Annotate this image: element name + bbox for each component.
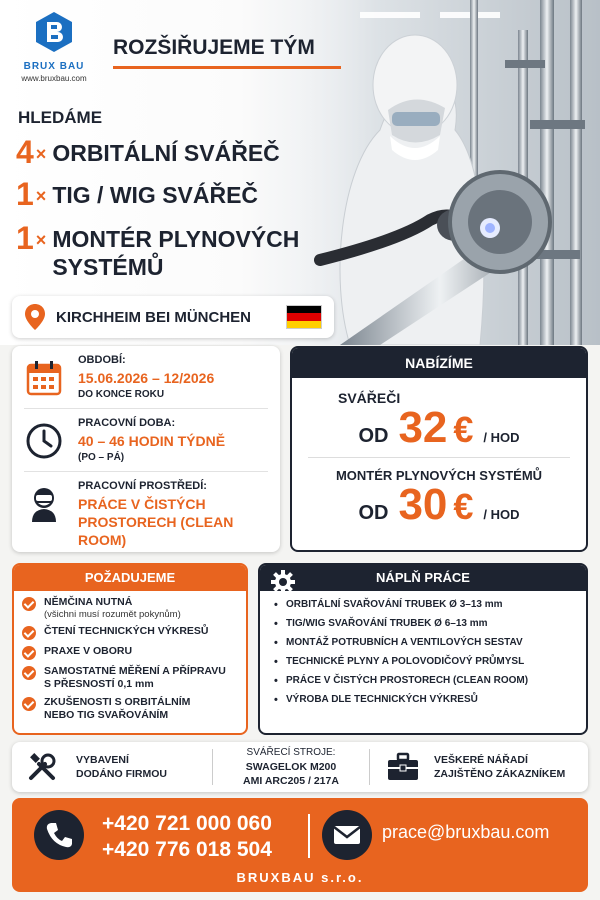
logo-text: BRUX BAU xyxy=(23,61,85,72)
times-sign: × xyxy=(35,144,47,164)
position-title: TIG / WIG SVÁŘEČ xyxy=(52,182,259,208)
hledame-label: HLEDÁME xyxy=(18,108,103,127)
machine-2: AMI ARC205 / 217A xyxy=(243,775,339,787)
offer-divider xyxy=(308,457,570,458)
email-link[interactable]: prace@bruxbau.com xyxy=(382,822,550,842)
check-icon xyxy=(22,666,36,680)
brand-logo xyxy=(18,10,90,83)
requirement-text: SAMOSTATNÉ MĚŘENÍ A PŘÍPRAVU xyxy=(44,665,226,677)
b-logo-icon xyxy=(32,10,76,54)
hours-label: PRACOVNÍ DOBA: xyxy=(78,417,176,429)
requirement-item xyxy=(22,625,238,640)
period-sub: DO KONCE ROKU xyxy=(78,389,165,400)
location-bar xyxy=(12,296,334,338)
brand-url[interactable]: www.bruxbau.com xyxy=(21,74,87,83)
times-sign: × xyxy=(35,186,47,206)
check-icon xyxy=(22,626,36,640)
work-header-text: NÁPLŇ PRÁCE xyxy=(376,570,470,585)
price-from: OD xyxy=(358,425,389,447)
position-gas-fitter xyxy=(16,222,299,281)
location-text: KIRCHHEIM BEI MÜNCHEN xyxy=(56,308,251,326)
check-icon xyxy=(22,697,36,711)
requirement-text: PRAXE V OBORU xyxy=(44,645,133,657)
gear-icon xyxy=(268,567,298,597)
requirements-card xyxy=(12,563,248,735)
position-title-line1: MONTÉR PLYNOVÝCH xyxy=(52,226,300,252)
price-amount: 30 xyxy=(398,480,448,529)
tools-provided xyxy=(370,748,588,786)
requirement-item xyxy=(22,665,238,691)
price-amount: 32 xyxy=(398,403,448,452)
requirement-item xyxy=(22,696,238,722)
period-label: OBDOBÍ: xyxy=(78,354,126,366)
welders-price xyxy=(292,403,586,452)
requirement-item xyxy=(22,645,238,660)
phone-2[interactable]: +420 776 018 504 xyxy=(102,838,272,861)
work-item: • TIG/WIG SVAŘOVÁNÍ TRUBEK Ø 6–13 mm xyxy=(286,618,586,629)
welders-label: SVÁŘEČI xyxy=(338,390,401,406)
work-item: • ORBITÁLNÍ SVAŘOVÁNÍ TRUBEK Ø 3–13 mm xyxy=(286,599,586,610)
headline: ROZŠIŘUJEME TÝM xyxy=(113,36,315,59)
euro-sign: € xyxy=(453,486,474,527)
check-icon xyxy=(22,646,36,660)
requirement-text-line2: NEBO TIG SVAŘOVÁNÍM xyxy=(44,709,169,721)
euro-sign: € xyxy=(453,409,474,450)
work-item: • MONTÁŽ POTRUBNÍCH A VENTILOVÝCH SESTAV xyxy=(286,637,586,648)
hours-value: 40 – 46 HODIN TÝDNĚ xyxy=(78,433,226,449)
clock-icon xyxy=(24,421,64,461)
times-sign: × xyxy=(35,230,47,250)
price-from: OD xyxy=(358,502,389,524)
position-tig-welder xyxy=(16,178,258,210)
tools-icon xyxy=(26,751,58,783)
phone-icon xyxy=(34,810,84,860)
requirements-header: POŽADUJEME xyxy=(14,565,246,591)
tools-line2: ZAJIŠTĚNO ZÁKAZNÍKEM xyxy=(434,768,566,780)
tools-line1: VEŠKERÉ NÁŘADÍ xyxy=(434,754,528,766)
contact-bar xyxy=(12,798,588,892)
requirement-text: ZKUŠENOSTI S ORBITÁLNÍM xyxy=(44,696,191,708)
hours-sub: (PO – PÁ) xyxy=(78,452,125,463)
map-pin-icon xyxy=(24,303,46,331)
equipment-bar xyxy=(12,742,588,792)
position-count: 4 xyxy=(16,134,34,170)
requirement-text-line2: S PŘESNOSTÍ 0,1 mm xyxy=(44,678,154,690)
environment-value-line2: PROSTORECH (CLEAN ROOM) xyxy=(78,514,234,548)
mail-icon xyxy=(322,810,372,860)
fitter-price xyxy=(292,480,586,529)
work-content-card xyxy=(258,563,588,735)
requirement-text: NĚMČINA NUTNÁ xyxy=(44,596,133,608)
environment-label: PRACOVNÍ PROSTŘEDÍ: xyxy=(78,480,207,492)
work-item: • TECHNICKÉ PLYNY A POLOVODIČOVÝ PRŮMYSL xyxy=(286,656,586,667)
work-item: • VÝROBA DLE TECHNICKÝCH VÝKRESŮ xyxy=(286,694,586,705)
position-title: ORBITÁLNÍ SVÁŘEČ xyxy=(52,140,280,166)
job-info-card xyxy=(12,346,280,552)
equipment-line1: VYBAVENÍ xyxy=(76,754,129,766)
requirement-text: ČTENÍ TECHNICKÝCH VÝKRESŮ xyxy=(44,625,209,637)
position-title xyxy=(52,225,299,281)
fitter-label: MONTÉR PLYNOVÝCH SYSTÉMŮ xyxy=(335,468,543,483)
work-item: • PRÁCE V ČISTÝCH PROSTORECH (CLEAN ROOM) xyxy=(286,675,586,686)
cleanroom-worker-icon xyxy=(24,484,64,524)
price-unit: / HOD xyxy=(483,507,520,522)
welding-machines xyxy=(213,748,369,786)
phone-1[interactable]: +420 721 000 060 xyxy=(102,812,272,835)
environment-row xyxy=(24,472,268,557)
hours-row xyxy=(24,409,268,472)
environment-value-line1: PRÁCE V ČISTÝCH xyxy=(78,496,206,512)
period-value: 15.06.2026 – 12/2026 xyxy=(78,370,215,386)
offer-header: NABÍZÍME xyxy=(292,348,586,378)
requirement-sub: (všichni musí rozumět pokynům) xyxy=(44,609,181,620)
machines-label: SVÁŘECÍ STROJE: xyxy=(246,747,336,758)
welder-photo xyxy=(280,0,600,345)
equipment-line2: DODÁNO FIRMOU xyxy=(76,768,167,780)
germany-flag-icon xyxy=(286,305,322,329)
position-title-line2: SYSTÉMŮ xyxy=(52,254,164,280)
headline-underline xyxy=(113,66,341,69)
contact-separator xyxy=(308,814,310,858)
company-name: BRUXBAU s.r.o. xyxy=(236,870,364,885)
position-orbital-welder xyxy=(16,136,280,168)
position-count: 1 xyxy=(16,220,34,256)
work-header xyxy=(260,565,586,591)
position-count: 1 xyxy=(16,176,34,212)
toolbox-icon xyxy=(386,752,420,782)
machine-1: SWAGELOK M200 xyxy=(245,761,337,773)
requirement-item xyxy=(22,596,238,620)
equipment-provided xyxy=(12,748,212,786)
period-row xyxy=(24,346,268,409)
calendar-icon xyxy=(24,358,64,398)
price-unit: / HOD xyxy=(483,430,520,445)
offer-card xyxy=(290,346,588,552)
check-icon xyxy=(22,597,36,611)
